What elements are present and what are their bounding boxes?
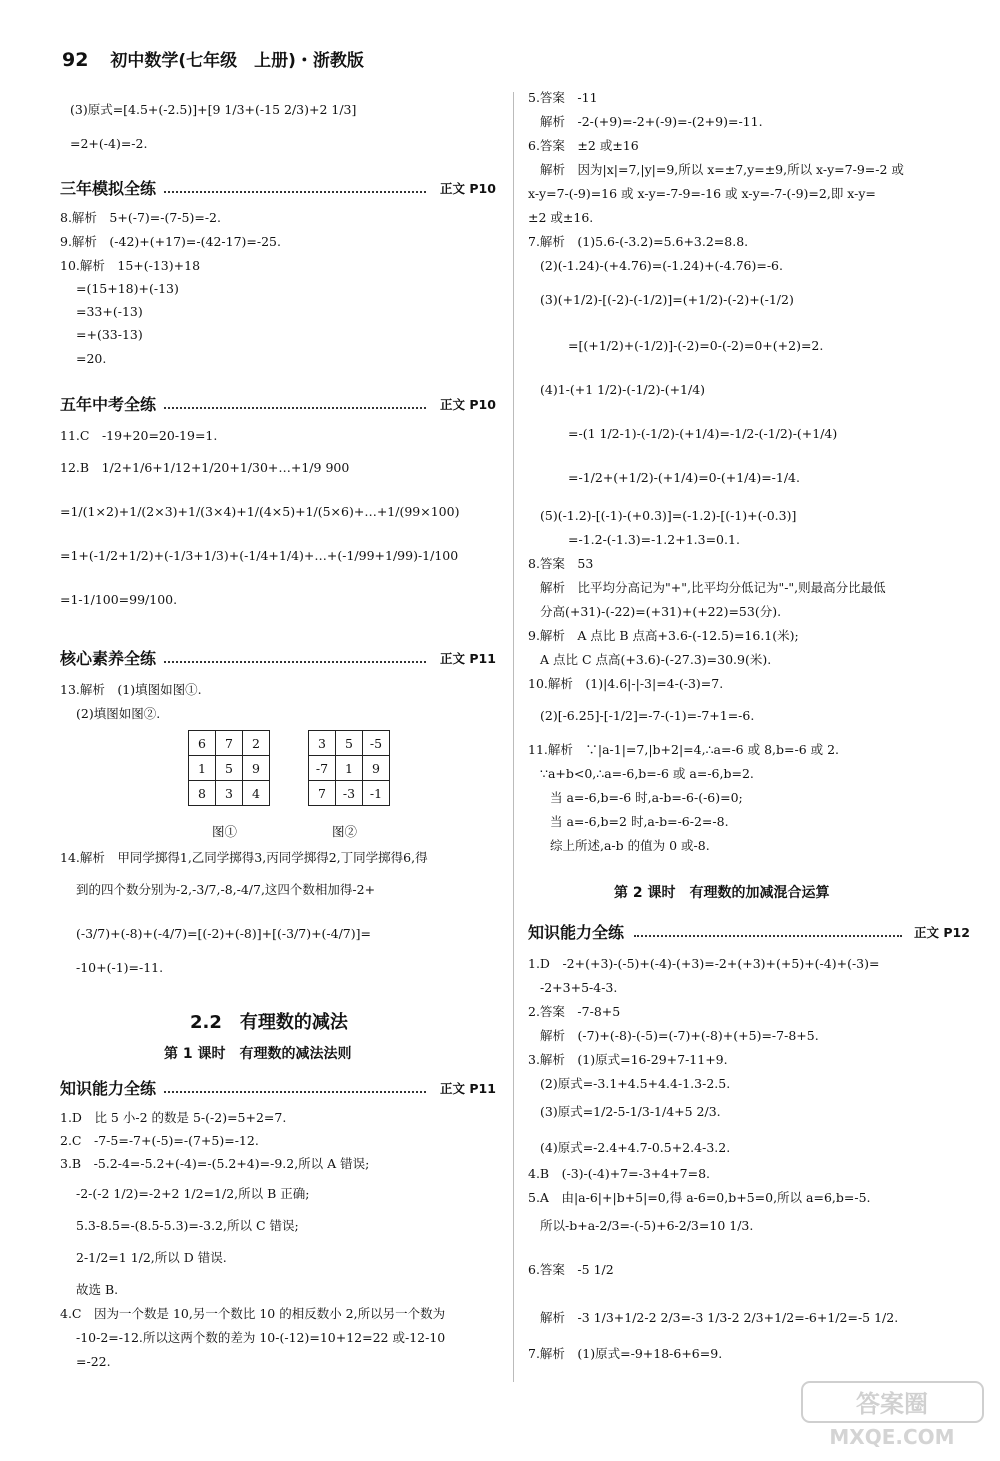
answer-line: 7.解析 (1)5.6-(-3.2)=5.6+3.2=8.8. xyxy=(528,234,749,249)
page-header xyxy=(62,46,364,71)
answer-line: 故选 B. xyxy=(76,1282,119,1297)
dotted-leader xyxy=(634,935,902,937)
figure-caption: 图① xyxy=(212,824,238,839)
answer-line: 解析 -2-(+9)=-2+(-9)=-(2+9)=-11. xyxy=(540,114,763,129)
section-title: 五年中考全练 xyxy=(60,395,157,414)
answer-line: 5.3-8.5=-(8.5-5.3)=-3.2,所以 C 错误; xyxy=(76,1218,299,1233)
answer-line: (2)原式=-3.1+4.5+4.4-1.3-2.5. xyxy=(540,1076,731,1091)
page-reference: 正文 P11 xyxy=(440,651,496,666)
grid-cell: 1 xyxy=(189,756,216,781)
section-title: 知识能力全练 xyxy=(528,923,625,942)
answer-line: (4)原式=-2.4+4.7-0.5+2.4-3.2. xyxy=(540,1140,731,1155)
answer-line: 解析 (-7)+(-8)-(-5)=(-7)+(-8)+(+5)=-7-8+5. xyxy=(540,1028,819,1043)
grid-cell: 7 xyxy=(309,781,336,806)
dotted-leader xyxy=(164,661,426,663)
dotted-leader xyxy=(164,1091,426,1093)
answer-line: 到的四个数分别为-2,-3/7,-8,-4/7,这四个数相加得-2+ xyxy=(76,882,376,897)
answer-line: =(15+18)+(-13) xyxy=(76,281,179,296)
grid-cell: 7 xyxy=(216,731,243,756)
grid-cell: -3 xyxy=(336,781,363,806)
answer-line: 2.答案 -7-8+5 xyxy=(528,1004,621,1019)
answer-line: 当 a=-6,b=-6 时,a-b=-6-(-6)=0; xyxy=(550,790,743,805)
page-number: 92 xyxy=(62,49,89,71)
answer-line: =1+(-1/2+1/2)+(-1/3+1/3)+(-1/4+1/4)+…+(-1/99+1/99)-1/100 xyxy=(60,548,459,563)
figure-caption: 图② xyxy=(332,824,358,839)
magic-square-2 xyxy=(308,730,390,806)
answer-line: 5.A 由|a-6|+|b+5|=0,得 a-6=0,b+5=0,所以 a=6,b=-5. xyxy=(528,1190,871,1205)
answer-line: =20. xyxy=(76,351,107,366)
answer-line: -2-(-2 1/2)=-2+2 1/2=1/2,所以 B 正确; xyxy=(76,1186,310,1201)
answer-line: (2)(-1.24)-(+4.76)=(-1.24)+(-4.76)=-6. xyxy=(540,258,783,273)
grid-cell: 3 xyxy=(309,731,336,756)
answer-line: 5.答案 -11 xyxy=(528,90,598,105)
lesson-title: 第 2 课时 有理数的加减混合运算 xyxy=(614,885,830,901)
grid-cell: 9 xyxy=(243,756,270,781)
answer-line: (3)(+1/2)-[(-2)-(-1/2)]=(+1/2)-(-2)+(-1/2) xyxy=(540,292,794,307)
answer-line: 4.B (-3)-(-4)+7=-3+4+7=8. xyxy=(528,1166,711,1181)
answer-line: ∵a+b<0,∴a=-6,b=-6 或 a=-6,b=2. xyxy=(540,766,754,781)
answer-line: (2)[-6.25]-[-1/2]=-7-(-1)=-7+1=-6. xyxy=(540,708,755,723)
answer-line: 13.解析 (1)填图如图①. xyxy=(60,682,202,697)
answer-line: (-3/7)+(-8)+(-4/7)=[(-2)+(-8)]+[(-3/7)+(-4/7)]= xyxy=(76,926,371,941)
answer-line: 7.解析 (1)原式=-9+18-6+6=9. xyxy=(528,1346,723,1361)
answer-line: (3)原式=1/2-5-1/3-1/4+5 2/3. xyxy=(540,1104,721,1119)
answer-line: A 点比 C 点高(+3.6)-(-27.3)=30.9(米). xyxy=(540,652,772,667)
dotted-leader xyxy=(164,407,426,409)
answer-line: 10.解析 (1)|4.6|-|-3|=4-(-3)=7. xyxy=(528,676,724,691)
grid-cell: 6 xyxy=(189,731,216,756)
answer-line: 4.C 因为一个数是 10,另一个数比 10 的相反数小 2,所以另一个数为 xyxy=(60,1306,446,1321)
answer-line: 12.B 1/2+1/6+1/12+1/20+1/30+…+1/9 900 xyxy=(60,460,350,475)
answer-line: 解析 -3 1/3+1/2-2 2/3=-3 1/3-2 2/3+1/2=-6+1/2=-5 1/2. xyxy=(540,1310,899,1325)
answer-line: (5)(-1.2)-[(-1)-(+0.3)]=(-1.2)-[(-1)+(-0.3)] xyxy=(540,508,797,523)
answer-line: 当 a=-6,b=2 时,a-b=-6-2=-8. xyxy=(550,814,729,829)
page-reference: 正文 P12 xyxy=(914,925,970,940)
lesson-title: 第 1 课时 有理数的减法法则 xyxy=(164,1046,352,1062)
answer-line: 2-1/2=1 1/2,所以 D 错误. xyxy=(76,1250,227,1265)
answer-line: -2+3+5-4-3. xyxy=(540,980,618,995)
answer-line: =33+(-13) xyxy=(76,304,143,319)
answer-line: 6.答案 ±2 或±16 xyxy=(528,138,639,153)
answer-line: 9.解析 (-42)+(+17)=-(42-17)=-25. xyxy=(60,234,281,249)
answer-line: =1-1/100=99/100. xyxy=(60,592,178,607)
page-reference: 正文 P10 xyxy=(440,181,496,196)
answer-line: (3)原式=[4.5+(-2.5)]+[9 1/3+(-15 2/3)+2 1/3] xyxy=(70,102,357,117)
grid-cell: 1 xyxy=(336,756,363,781)
answer-line: =-22. xyxy=(76,1354,111,1369)
section-title: 三年模拟全练 xyxy=(60,179,157,198)
answer-line: =[(+1/2)+(-1/2)]-(-2)=0-(-2)=0+(+2)=2. xyxy=(568,338,824,353)
answer-line: =-1.2-(-1.3)=-1.2+1.3=0.1. xyxy=(568,532,740,547)
answer-line: 所以-b+a-2/3=-(-5)+6-2/3=10 1/3. xyxy=(540,1218,754,1233)
answer-line: =+(33-13) xyxy=(76,327,143,342)
answer-line: 解析 因为|x|=7,|y|=9,所以 x=±7,y=±9,所以 x-y=7-9=-2 或 xyxy=(540,162,904,177)
chapter-title: 2.2 有理数的减法 xyxy=(190,1012,348,1033)
answer-line: (4)1-(+1 1/2)-(-1/2)-(+1/4) xyxy=(540,382,706,397)
magic-square-1 xyxy=(188,730,270,806)
answer-line: x-y=7-(-9)=16 或 x-y=-7-9=-16 或 x-y=-7-(-9)=2,即 x-y= xyxy=(528,186,876,201)
grid-cell: 2 xyxy=(243,731,270,756)
answer-line: ±2 或±16. xyxy=(528,210,594,225)
grid-cell: -1 xyxy=(363,781,390,806)
section-title: 核心素养全练 xyxy=(60,649,157,668)
answer-line: 10.解析 15+(-13)+18 xyxy=(60,258,201,273)
answer-line: 9.解析 A 点比 B 点高+3.6-(-12.5)=16.1(米); xyxy=(528,628,799,643)
answer-line: 分高(+31)-(-22)=(+31)+(+22)=53(分). xyxy=(540,604,782,619)
answer-line: -10+(-1)=-11. xyxy=(76,960,164,975)
grid-cell: 4 xyxy=(243,781,270,806)
answer-line: 14.解析 甲同学掷得1,乙同学掷得3,丙同学掷得2,丁同学掷得6,得 xyxy=(60,850,428,865)
answer-line: (2)填图如图②. xyxy=(76,706,161,721)
answer-line: 8.解析 5+(-7)=-(7-5)=-2. xyxy=(60,210,221,225)
grid-cell: 3 xyxy=(216,781,243,806)
answer-line: 11.解析 ∵|a-1|=7,|b+2|=4,∴a=-6 或 8,b=-6 或 2. xyxy=(528,742,840,757)
answer-line: -10-2=-12.所以这两个数的差为 10-(-12)=10+12=22 或-12-10 xyxy=(76,1330,446,1345)
section-title: 知识能力全练 xyxy=(60,1079,157,1098)
page-reference: 正文 P10 xyxy=(440,397,496,412)
book-title: 初中数学(七年级 上册)・浙教版 xyxy=(110,51,364,71)
grid-cell: -7 xyxy=(309,756,336,781)
column-divider xyxy=(513,92,514,1382)
answer-line: 3.解析 (1)原式=16-29+7-11+9. xyxy=(528,1052,728,1067)
answer-line: =-(1 1/2-1)-(-1/2)-(+1/4)=-1/2-(-1/2)-(+1/4) xyxy=(568,426,838,441)
grid-cell: 5 xyxy=(216,756,243,781)
answer-line: 3.B -5.2-4=-5.2+(-4)=-(5.2+4)=-9.2,所以 A 错误; xyxy=(60,1156,370,1171)
dotted-leader xyxy=(164,191,426,193)
svg-text:MXQE.COM: MXQE.COM xyxy=(829,1425,955,1449)
svg-text:答案圈: 答案圈 xyxy=(856,1390,928,1418)
grid-cell: 5 xyxy=(336,731,363,756)
answer-line: =-1/2+(+1/2)-(+1/4)=0-(+1/4)=-1/4. xyxy=(568,470,800,485)
answer-line: 解析 比平均分高记为"+",比平均分低记为"-",则最高分比最低 xyxy=(540,580,886,595)
answer-line: 1.D 比 5 小-2 的数是 5-(-2)=5+2=7. xyxy=(60,1110,287,1125)
page-reference: 正文 P11 xyxy=(440,1081,496,1096)
answer-line: =2+(-4)=-2. xyxy=(70,136,148,151)
answer-line: 1.D -2+(+3)-(-5)+(-4)-(+3)=-2+(+3)+(+5)+(-4)+(-3)= xyxy=(528,956,880,971)
grid-cell: 8 xyxy=(189,781,216,806)
answer-line: 综上所述,a-b 的值为 0 或-8. xyxy=(550,838,710,853)
answer-line: 8.答案 53 xyxy=(528,556,594,571)
answer-line: 2.C -7-5=-7+(-5)=-(7+5)=-12. xyxy=(60,1133,259,1148)
answer-line: 6.答案 -5 1/2 xyxy=(528,1262,614,1277)
grid-cell: 9 xyxy=(363,756,390,781)
grid-cell: -5 xyxy=(363,731,390,756)
answer-line: 11.C -19+20=20-19=1. xyxy=(60,428,218,443)
answer-line: =1/(1×2)+1/(2×3)+1/(3×4)+1/(4×5)+1/(5×6)+…+1/(99×100) xyxy=(60,504,460,519)
watermark-logo xyxy=(800,1380,985,1450)
